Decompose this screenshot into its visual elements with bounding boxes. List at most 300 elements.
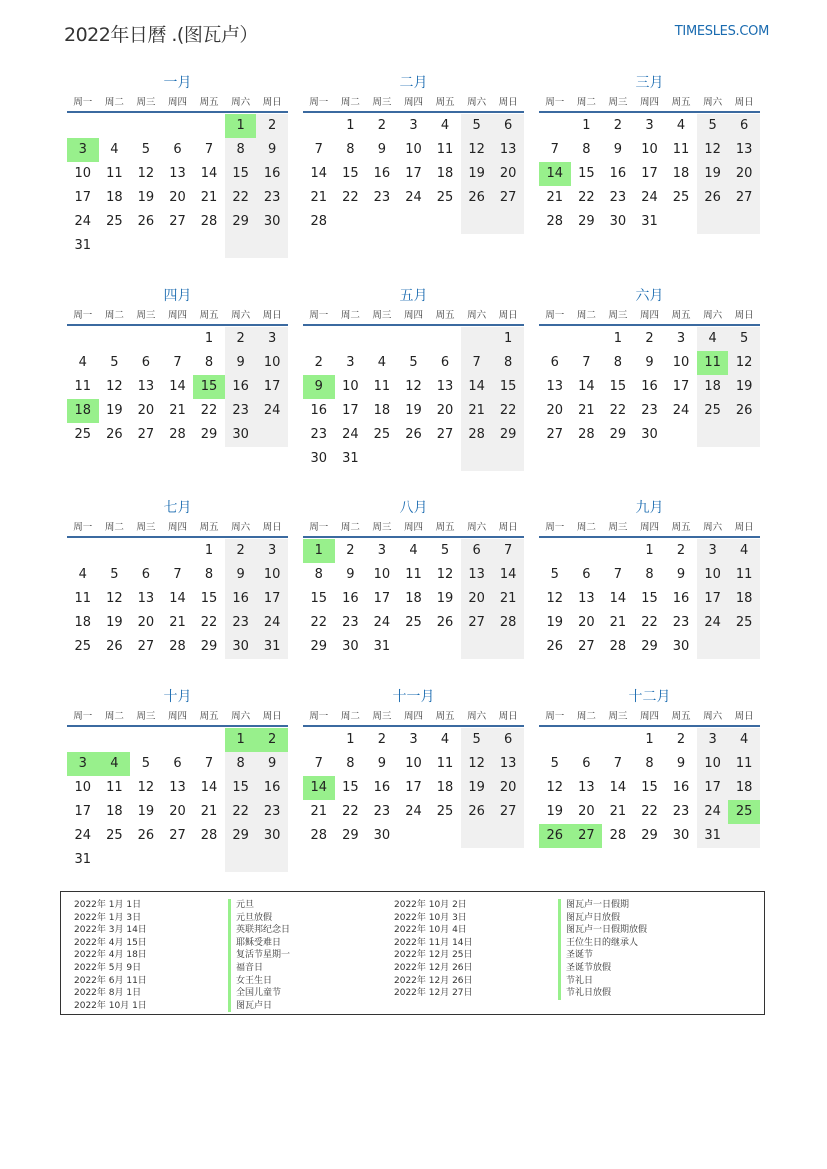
- day-cell: 16: [641, 379, 658, 394]
- day-cell: 27: [728, 186, 760, 210]
- empty-cell: [398, 447, 430, 471]
- empty-cell: [225, 234, 257, 258]
- day-cell: 22: [492, 399, 524, 423]
- day-cell: 11: [405, 567, 422, 582]
- empty-cell: [461, 210, 493, 234]
- weekday-label: 周一: [309, 310, 329, 321]
- weekday-header: [539, 708, 760, 727]
- day-cell: 8: [613, 355, 623, 370]
- day-grid: [303, 327, 524, 471]
- site-name[interactable]: TIMESLES.COM: [674, 24, 769, 39]
- empty-cell: [99, 728, 131, 752]
- day-cell: 11: [436, 142, 454, 157]
- weekday-label: 周五: [671, 522, 691, 533]
- day-cell: 1: [204, 331, 214, 346]
- day-cell: 10: [74, 166, 92, 181]
- day-cell: 26: [137, 828, 155, 843]
- weekday-label: 周四: [167, 310, 187, 321]
- day-cell: 19: [137, 804, 155, 819]
- day-cell: 23: [609, 190, 627, 205]
- day-cell: 7: [613, 756, 623, 771]
- day-cell: 23: [672, 804, 690, 819]
- legend-holiday-name: 图瓦卢一日假期: [558, 899, 647, 912]
- weekday-header: [303, 519, 524, 538]
- day-cell: 29: [225, 824, 257, 848]
- day-cell: 28: [609, 828, 627, 843]
- day-cell: 8: [204, 355, 214, 370]
- holiday-day: 3: [67, 138, 99, 162]
- empty-cell: [697, 210, 729, 234]
- empty-cell: [571, 327, 603, 351]
- day-cell: 31: [697, 824, 729, 848]
- day-cell: 8: [314, 567, 323, 582]
- day-cell: 25: [728, 611, 760, 635]
- day-cell: 16: [373, 166, 391, 181]
- empty-cell: [162, 728, 194, 752]
- day-cell: 27: [137, 639, 155, 654]
- holiday-day: 25: [728, 800, 760, 824]
- weekday-label: 周日: [498, 97, 518, 108]
- day-cell: 14: [200, 780, 218, 795]
- month-name: 三月: [635, 75, 664, 91]
- day-cell: 24: [405, 190, 422, 205]
- empty-cell: [225, 848, 257, 872]
- day-cell: 30: [672, 828, 690, 843]
- day-cell: 18: [373, 403, 391, 418]
- day-cell: 14: [609, 780, 627, 795]
- day-cell: 18: [436, 780, 454, 795]
- empty-cell: [303, 728, 335, 752]
- month-name: 一月: [163, 75, 192, 91]
- weekday-header: [539, 519, 760, 538]
- day-cell: 21: [578, 403, 595, 418]
- day-cell: 26: [461, 800, 493, 824]
- day-cell: 13: [169, 780, 186, 795]
- empty-cell: [335, 210, 367, 234]
- weekday-label: 周日: [734, 310, 754, 321]
- empty-cell: [492, 824, 524, 848]
- day-cell: 13: [436, 379, 454, 394]
- day-cell: 9: [256, 752, 288, 776]
- empty-cell: [130, 728, 162, 752]
- legend-date: 2022年 10月 3日: [394, 912, 467, 923]
- day-cell: 11: [436, 756, 454, 771]
- day-cell: 28: [200, 214, 218, 229]
- holiday-day: 27: [571, 824, 603, 848]
- day-cell: 10: [256, 351, 288, 375]
- day-cell: 8: [645, 756, 654, 771]
- day-cell: 28: [492, 611, 524, 635]
- day-cell: 13: [578, 591, 595, 606]
- empty-cell: [67, 114, 99, 138]
- month-name: 十二月: [628, 689, 671, 705]
- day-cell: 16: [342, 591, 359, 606]
- holiday-day: 9: [303, 375, 335, 399]
- day-cell: 21: [169, 615, 186, 630]
- day-cell: 15: [641, 780, 658, 795]
- day-cell: 19: [106, 403, 123, 418]
- empty-cell: [67, 728, 99, 752]
- empty-cell: [256, 423, 288, 447]
- day-cell: 15: [609, 379, 627, 394]
- weekday-label: 周四: [639, 522, 659, 533]
- weekday-label: 周五: [435, 97, 455, 108]
- legend-date: 2022年 10月 2日: [394, 900, 467, 910]
- legend-holiday-name: 元旦: [228, 899, 290, 912]
- day-cell: 15: [200, 591, 218, 606]
- empty-cell: [728, 210, 760, 234]
- weekday-label: 周三: [608, 522, 628, 533]
- day-cell: 16: [225, 375, 257, 399]
- day-cell: 10: [405, 142, 422, 157]
- day-cell: 20: [578, 804, 595, 819]
- empty-cell: [539, 539, 571, 563]
- day-cell: 16: [373, 780, 391, 795]
- day-cell: 15: [225, 776, 257, 800]
- day-cell: 26: [106, 639, 123, 654]
- day-cell: 21: [169, 403, 186, 418]
- empty-cell: [602, 539, 634, 563]
- empty-cell: [99, 114, 131, 138]
- day-cell: 24: [74, 828, 92, 843]
- day-cell: 6: [492, 728, 524, 752]
- day-cell: 11: [106, 780, 123, 795]
- weekday-label: 周四: [167, 711, 187, 722]
- day-cell: 6: [492, 114, 524, 138]
- day-cell: 15: [492, 375, 524, 399]
- weekday-label: 周三: [136, 522, 156, 533]
- day-cell: 5: [728, 327, 760, 351]
- day-cell: 1: [204, 543, 214, 558]
- weekday-header: [67, 307, 288, 326]
- day-cell: 22: [200, 403, 218, 418]
- day-cell: 17: [405, 166, 422, 181]
- day-cell: 9: [377, 756, 387, 771]
- day-cell: 13: [137, 379, 155, 394]
- day-cell: 16: [256, 776, 288, 800]
- day-cell: 24: [342, 427, 359, 442]
- day-cell: 19: [546, 615, 564, 630]
- day-cell: 21: [609, 804, 627, 819]
- day-cell: 30: [373, 828, 391, 843]
- day-cell: 3: [645, 118, 654, 133]
- day-cell: 22: [200, 615, 218, 630]
- day-cell: 9: [676, 756, 686, 771]
- day-cell: 8: [204, 567, 214, 582]
- day-cell: 6: [582, 756, 591, 771]
- weekday-label: 周二: [576, 711, 596, 722]
- month-block: [67, 497, 288, 659]
- day-cell: 17: [373, 591, 391, 606]
- day-cell: 13: [169, 166, 186, 181]
- day-cell: 6: [582, 567, 591, 582]
- weekday-label: 周五: [199, 310, 219, 321]
- day-cell: 17: [641, 166, 658, 181]
- holiday-legend: [60, 891, 765, 1015]
- weekday-label: 周六: [231, 711, 251, 722]
- weekday-label: 周三: [372, 310, 392, 321]
- legend-date: 2022年 10月 4日: [394, 925, 467, 936]
- empty-cell: [130, 234, 162, 258]
- holiday-day: 14: [539, 162, 571, 186]
- day-cell: 14: [461, 375, 493, 399]
- legend-date: 2022年 4月 18日: [74, 950, 147, 961]
- day-cell: 17: [256, 375, 288, 399]
- day-cell: 12: [546, 591, 564, 606]
- day-cell: 6: [141, 567, 151, 582]
- weekday-label: 周三: [608, 310, 628, 321]
- empty-cell: [728, 423, 760, 447]
- month-block: [303, 497, 524, 659]
- day-cell: 4: [110, 142, 119, 157]
- weekday-label: 周一: [73, 310, 93, 321]
- month-block: [67, 686, 288, 872]
- month-name: 八月: [399, 500, 428, 516]
- day-cell: 6: [461, 539, 493, 563]
- day-cell: 5: [550, 756, 559, 771]
- legend-holiday-name: 图瓦卢一日假期放假: [558, 924, 647, 937]
- day-cell: 9: [676, 567, 686, 582]
- weekday-label: 周六: [231, 522, 251, 533]
- legend-holiday-name: 全国儿童节: [228, 987, 290, 1000]
- day-cell: 19: [436, 591, 454, 606]
- day-cell: 29: [225, 210, 257, 234]
- day-cell: 17: [74, 804, 92, 819]
- empty-cell: [492, 447, 524, 471]
- day-cell: 6: [173, 756, 182, 771]
- day-cell: 1: [346, 118, 355, 133]
- month-block: [303, 686, 524, 848]
- legend-holiday-name: 节礼日放假: [558, 987, 647, 1000]
- day-cell: 2: [676, 732, 686, 747]
- day-cell: 20: [578, 615, 595, 630]
- day-cell: 16: [672, 780, 690, 795]
- weekday-label: 周五: [199, 711, 219, 722]
- day-cell: 4: [78, 567, 87, 582]
- empty-cell: [461, 447, 493, 471]
- day-cell: 5: [110, 567, 119, 582]
- day-cell: 18: [74, 615, 92, 630]
- weekday-label: 周二: [340, 310, 360, 321]
- day-cell: 13: [546, 379, 564, 394]
- day-cell: 12: [137, 166, 155, 181]
- month-block: [67, 285, 288, 447]
- weekday-label: 周六: [703, 522, 723, 533]
- day-cell: 25: [436, 190, 454, 205]
- day-cell: 27: [169, 214, 186, 229]
- day-cell: 14: [169, 379, 186, 394]
- day-cell: 4: [728, 539, 760, 563]
- weekday-label: 周四: [167, 97, 187, 108]
- day-cell: 18: [728, 587, 760, 611]
- weekday-label: 周六: [703, 97, 723, 108]
- day-cell: 23: [256, 800, 288, 824]
- day-cell: 5: [110, 355, 119, 370]
- day-grid: [539, 327, 760, 447]
- day-cell: 24: [697, 611, 729, 635]
- day-cell: 28: [169, 427, 186, 442]
- day-cell: 9: [256, 138, 288, 162]
- legend-date: 2022年 8月 1日: [74, 988, 142, 999]
- day-cell: 13: [492, 138, 524, 162]
- empty-cell: [366, 447, 398, 471]
- day-grid: [67, 114, 288, 258]
- day-cell: 20: [169, 804, 186, 819]
- weekday-header: [303, 708, 524, 727]
- day-cell: 20: [137, 615, 155, 630]
- day-cell: 18: [728, 776, 760, 800]
- weekday-header: [539, 94, 760, 113]
- day-cell: 12: [137, 780, 155, 795]
- holiday-day: 18: [67, 399, 99, 423]
- day-cell: 2: [314, 355, 323, 370]
- legend-holiday-name: 圣诞节: [558, 949, 647, 962]
- day-cell: 22: [641, 804, 658, 819]
- weekday-label: 周二: [576, 310, 596, 321]
- day-cell: 2: [256, 114, 288, 138]
- weekday-label: 周五: [199, 97, 219, 108]
- day-cell: 14: [492, 563, 524, 587]
- day-cell: 25: [373, 427, 391, 442]
- day-cell: 3: [697, 539, 729, 563]
- month-name: 五月: [399, 288, 428, 304]
- month-block: [67, 72, 288, 258]
- day-cell: 24: [256, 399, 288, 423]
- day-cell: 3: [256, 539, 288, 563]
- empty-cell: [398, 824, 430, 848]
- day-cell: 27: [578, 639, 595, 654]
- empty-cell: [193, 234, 225, 258]
- day-cell: 7: [492, 539, 524, 563]
- month-block: [539, 72, 760, 234]
- weekday-label: 周二: [340, 522, 360, 533]
- day-cell: 21: [461, 399, 493, 423]
- month-block: [539, 686, 760, 848]
- legend-holiday-name: 图瓦卢日: [228, 1000, 290, 1013]
- weekday-label: 周日: [498, 522, 518, 533]
- day-cell: 9: [225, 351, 257, 375]
- day-cell: 16: [609, 166, 627, 181]
- day-cell: 17: [74, 190, 92, 205]
- weekday-label: 周四: [639, 97, 659, 108]
- day-cell: 26: [106, 427, 123, 442]
- weekday-label: 周日: [498, 310, 518, 321]
- day-cell: 30: [256, 210, 288, 234]
- day-cell: 21: [200, 804, 218, 819]
- day-cell: 4: [697, 327, 729, 351]
- day-cell: 16: [225, 587, 257, 611]
- empty-cell: [366, 327, 398, 351]
- day-cell: 4: [409, 543, 418, 558]
- day-cell: 15: [342, 166, 359, 181]
- day-cell: 23: [342, 615, 359, 630]
- day-cell: 22: [225, 800, 257, 824]
- day-cell: 31: [373, 639, 391, 654]
- day-grid: [303, 114, 524, 234]
- weekday-label: 周五: [435, 310, 455, 321]
- weekday-label: 周一: [309, 522, 329, 533]
- empty-cell: [728, 635, 760, 659]
- legend-holiday-name: 复活节星期一: [228, 949, 290, 962]
- day-cell: 1: [613, 331, 623, 346]
- day-cell: 25: [672, 190, 690, 205]
- day-cell: 2: [225, 327, 257, 351]
- day-cell: 20: [492, 776, 524, 800]
- day-cell: 12: [461, 752, 493, 776]
- day-cell: 19: [106, 615, 123, 630]
- weekday-label: 周日: [262, 310, 282, 321]
- day-cell: 31: [74, 852, 92, 867]
- day-cell: 30: [310, 451, 328, 466]
- day-cell: 2: [645, 331, 654, 346]
- day-cell: 27: [492, 800, 524, 824]
- weekday-label: 周四: [403, 711, 423, 722]
- weekday-header: [303, 94, 524, 113]
- weekday-label: 周五: [199, 522, 219, 533]
- day-cell: 7: [550, 142, 559, 157]
- day-cell: 26: [405, 427, 422, 442]
- legend-holiday-name: 节礼日: [558, 975, 647, 988]
- day-cell: 18: [672, 166, 690, 181]
- weekday-label: 周四: [639, 310, 659, 321]
- holiday-day: 3: [67, 752, 99, 776]
- day-cell: 8: [492, 351, 524, 375]
- month-block: [303, 285, 524, 471]
- weekday-label: 周四: [403, 522, 423, 533]
- empty-cell: [429, 447, 461, 471]
- day-cell: 8: [582, 142, 591, 157]
- empty-cell: [571, 728, 603, 752]
- day-cell: 12: [106, 591, 123, 606]
- legend-dates-col-1: [74, 899, 147, 1012]
- empty-cell: [162, 848, 194, 872]
- month-name: 九月: [635, 500, 664, 516]
- empty-cell: [99, 327, 131, 351]
- month-name: 四月: [163, 288, 192, 304]
- empty-cell: [602, 728, 634, 752]
- day-cell: 29: [609, 427, 627, 442]
- day-cell: 5: [141, 756, 151, 771]
- day-cell: 25: [106, 828, 123, 843]
- legend-date: 2022年 12月 25日: [394, 950, 473, 961]
- empty-cell: [193, 728, 225, 752]
- day-cell: 25: [697, 399, 729, 423]
- weekday-label: 周六: [467, 711, 487, 722]
- day-cell: 20: [436, 403, 454, 418]
- day-cell: 9: [346, 567, 355, 582]
- day-cell: 10: [373, 567, 391, 582]
- empty-cell: [99, 848, 131, 872]
- day-cell: 24: [405, 804, 422, 819]
- day-cell: 19: [137, 190, 155, 205]
- day-grid: [67, 539, 288, 659]
- day-cell: 24: [74, 214, 92, 229]
- page-title: 2022年日曆 .(图瓦卢）: [64, 24, 258, 46]
- empty-cell: [571, 539, 603, 563]
- day-cell: 10: [697, 563, 729, 587]
- day-cell: 13: [578, 780, 595, 795]
- day-cell: 15: [342, 780, 359, 795]
- day-cell: 20: [137, 403, 155, 418]
- empty-cell: [539, 728, 571, 752]
- day-cell: 29: [492, 423, 524, 447]
- day-cell: 8: [225, 138, 257, 162]
- empty-cell: [429, 210, 461, 234]
- day-cell: 5: [697, 114, 729, 138]
- day-grid: [303, 728, 524, 848]
- weekday-label: 周六: [467, 97, 487, 108]
- weekday-label: 周三: [136, 711, 156, 722]
